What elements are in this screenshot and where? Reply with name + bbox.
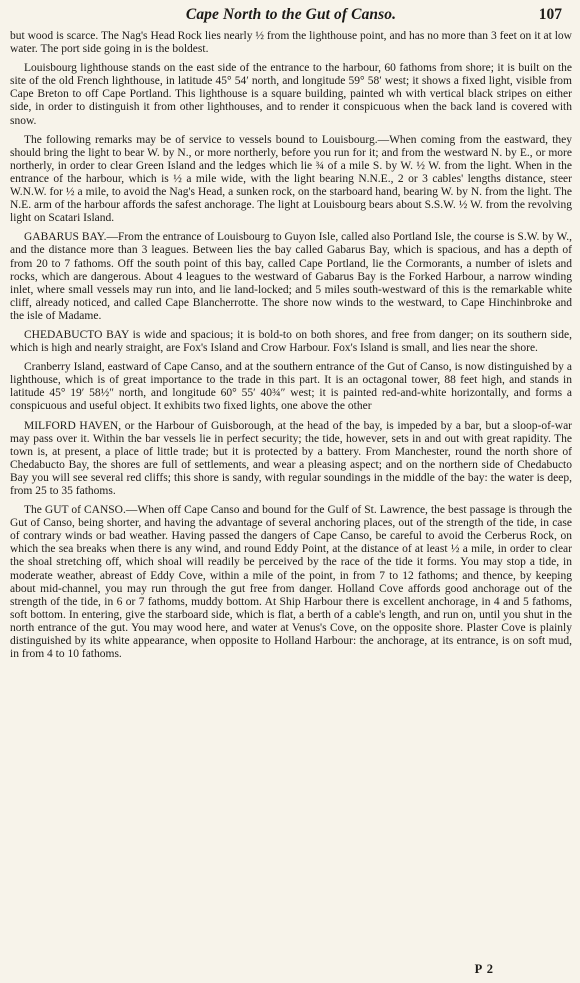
paragraph-cranberry-island: Cranberry Island, eastward of Cape Canso, and at the southern entrance of the Gut of Canso, is now distinguished by a lighthouse, which is of great importance to the trade in this part. It is an octagonal tower, 88 feet high, and stands in latitude 45° 19′ 58½″ north, and longitude 60° 55′ 40¾″ west; it is painted red-and-white horizontally, and forms a conspicuous and useful object. It exhibits two fixed lights, one above the other	[10, 361, 572, 413]
running-title: Cape North to the Gut of Canso.	[185, 6, 397, 23]
paragraph-gut-of-canso: The GUT of CANSO.—When off Cape Canso and bound for the Gulf of St. Lawrence, the best passage is through the Gut of Canso, being shorter, and having the advantage of several anchoring places, out of the strength of the tide, in case of contrary winds or bad weather. Having passed the dangers of Cape Canso, be careful to avoid the Cerberus Rock, on which the sea breaks when there is any wind, and round Eddy Point, at the distance of at least ½ a mile, in order to clear the shoal stretching off, which shoal will readily be perceived by the race of the tide it forms. You may stop a tide, in moderate weather, abreast of Eddy Cove, within a mile of the point, in from 7 to 12 fathoms; and thence, by keeping about mid-channel, you may run through the gut free from danger. Holland Cove affords good anchorage out of the strength of the tide, in 6 or 7 fathoms, muddy bottom. At Ship Harbour there is excellent anchorage, in 4 and 5 fathoms, soft bottom. In entering, give the starboard side, which is flat, a berth of a cable's length, and run on, until you shut in the north entrance of the gut. You may wood here, and water at Venus's Cove, on the opposite shore. Plaster Cove is plainly distinguished by its white appearance, when opposite to Holland Harbour: the anchorage, at its entrance, is on soft mud, in from 4 to 10 fathoms.	[10, 504, 572, 661]
page-header	[10, 6, 572, 28]
paragraph-gabarus-bay: GABARUS BAY.—From the entrance of Louisbourg to Guyon Isle, called also Portland Isle, the course is S.W. by W., and the distance more than 3 leagues. Between lies the bay called Gabarus Bay, which is spacious, and has a depth of from 20 to 7 fathoms. Off the south point of this bay, called Cape Portland, lie the Cormorants, a number of islets and rocks, which are dangerous. About 4 leagues to the westward of Gabarus Bay is the Forked Harbour, a narrow winding inlet, where small vessels may run into, and lie land-locked; and 5 miles south-westward of this is the remarkable white cliff, already noticed, and called Cape Blancherrotte. The shore now winds to the westward, to Cape Hinchinbroke and the isle of Madame.	[10, 231, 572, 322]
page-number: 107	[538, 6, 562, 23]
paragraph-louisbourg-remarks: The following remarks may be of service to vessels bound to Louisbourg.—When coming from the eastward, they should bring the light to bear W. by N., or more northerly, before you run for it; and from the westward N. by E., or more northerly, in order to clear Green Island and the ledges which lie ¾ of a mile S. by W. ½ W. from the light. When in the entrance of the harbour, which is ½ a mile wide, with the light bearing N.N.E., 2 or 3 cables' lengths distance, steer W.N.W. for ½ a mile, to avoid the Nag's Head, a sunken rock, on the starboard hand, bearing W. by N. from the light. The N.E. arm of the harbour affords the safest anchorage. The light at Louisbourg bears about S.S.W. ½ W. from the revolving light on Scatari Island.	[10, 133, 572, 225]
paragraph-continuation: but wood is scarce. The Nag's Head Rock lies nearly ½ from the lighthouse point, and has no more than 3 feet on it at low water. The port side going in is the boldest.	[10, 30, 572, 56]
signature-mark: P 2	[474, 962, 494, 976]
paragraph-louisbourg-lighthouse: Louisbourg lighthouse stands on the east side of the entrance to the harbour, 60 fathoms from shore; it is built on the site of the old French lighthouse, in latitude 45° 54′ north, and longitude 59° 58′ west; it shows a fixed light, visible from Cape Breton to off Cape Portland. This lighthouse is a square building, painted wh with vertical black stripes on either side, in order to distinguish it from other lighthouses, and to render it conspicuous when the back land is covered with snow.	[10, 62, 572, 127]
paragraph-milford-haven: MILFORD HAVEN, or the Harbour of Guisborough, at the head of the bay, is impeded by a bar, but a sloop-of-war may pass over it. Within the bar vessels lie in perfect security; the tide, however, sets in and out with great rapidity. The town is, at present, a place of little trade; but it is protected by a battery. From Manchester, round the north shore of Chedabucto Bay, the shores are full of settlements, and wear a pleasing aspect; and on the northern side of Chedabucto Bay you will see several red cliffs; this shore is sandy, with regular soundings in the middle of the bay: the water is deep, from 25 to 35 fathoms.	[10, 419, 572, 497]
paragraph-chedabucto-bay: CHEDABUCTO BAY is wide and spacious; it is bold-to on both shores, and free from danger; on its southern side, which is high and nearly straight, are Fox's Island and Crow Harbour. Fox's Island is small, and lies near the shore.	[10, 328, 572, 355]
